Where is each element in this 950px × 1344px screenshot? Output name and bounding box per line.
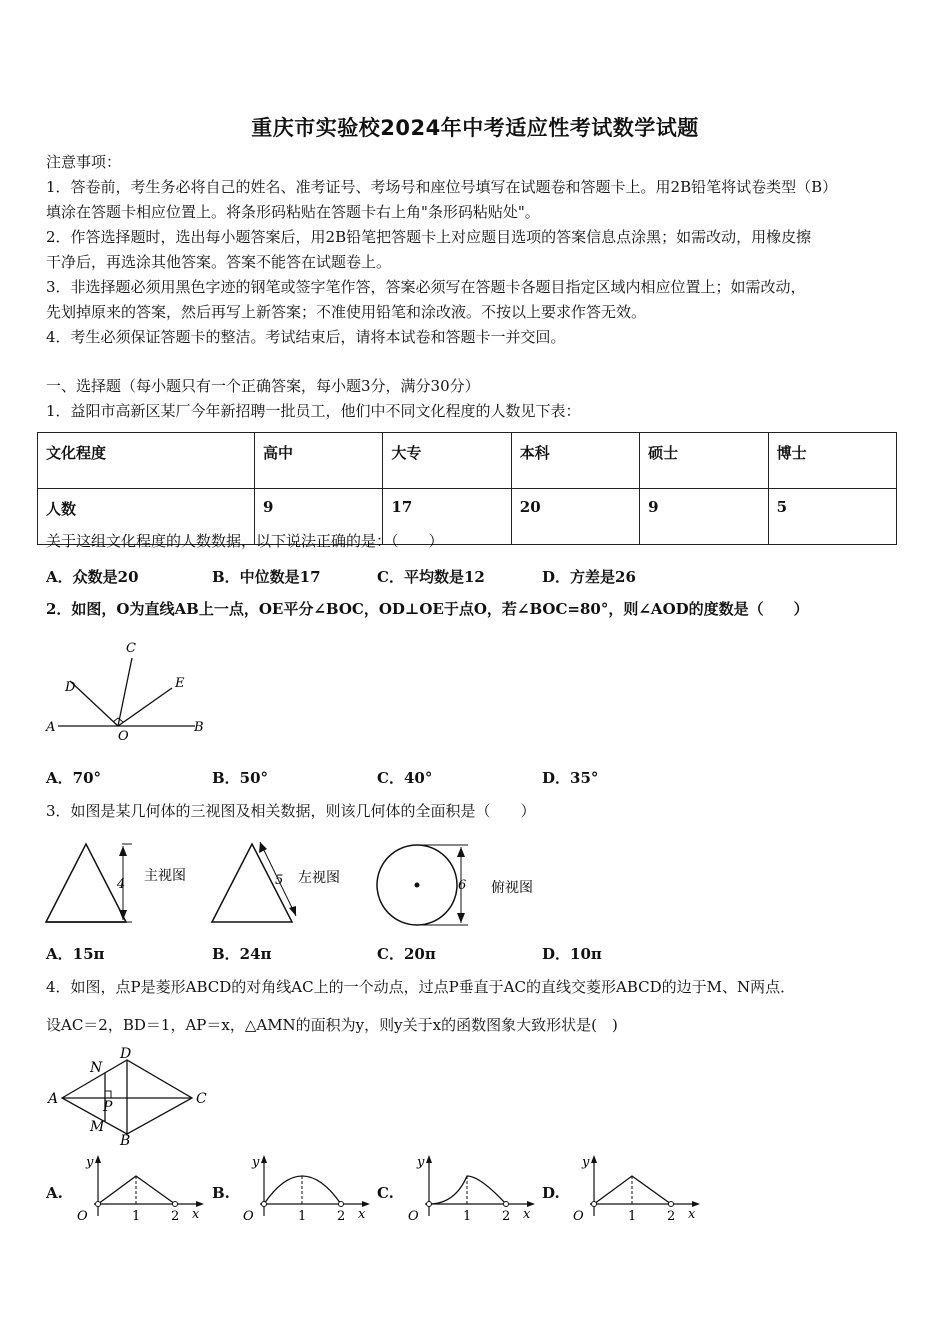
q1-option-c: C．平均数是12 <box>377 568 485 586</box>
q4-graph-a <box>74 1152 209 1224</box>
left-value: 5 <box>275 873 284 888</box>
label-c: C <box>126 641 136 656</box>
q2-option-c: C．40° <box>377 769 433 787</box>
notice-line: 填涂在答题卡相应位置上。将条形码粘贴在答题卡右上角"条形码粘贴处"。 <box>46 203 540 221</box>
label-n: N <box>90 1060 103 1076</box>
axis-origin: O <box>408 1209 419 1224</box>
q2-option-b: B．50° <box>212 769 269 787</box>
notice-line: 先划掉原来的答案，然后再写上新答案；不准使用铅笔和涂改液。不按以上要求作答无效。 <box>46 303 647 321</box>
tick-2: 2 <box>502 1209 511 1224</box>
label-o: O <box>118 729 129 744</box>
table-cell: 硕士 <box>640 433 768 489</box>
q1-option-a: A．众数是20 <box>46 568 139 586</box>
axis-x: x <box>358 1207 366 1222</box>
label-b: B <box>194 720 204 735</box>
table-cell: 文化程度 <box>38 433 255 489</box>
axis-origin: O <box>243 1209 254 1224</box>
tick-2: 2 <box>337 1209 346 1224</box>
notice-line: 4．考生必须保证答题卡的整洁。考试结束后，请将本试卷和答题卡一并交回。 <box>46 328 566 346</box>
tick-2: 2 <box>667 1209 676 1224</box>
label-m: M <box>90 1119 105 1135</box>
table-cell: 9 <box>640 489 768 545</box>
table-cell: 本科 <box>511 433 639 489</box>
tick-2: 2 <box>171 1209 180 1224</box>
notice-line: 1．答卷前，考生务必将自己的姓名、准考证号、考场号和座位号填写在试题卷和答题卡上。用2B铅笔将试卷类型（B） <box>46 178 838 196</box>
table-cell: 博士 <box>768 433 896 489</box>
top-view-label: 俯视图 <box>491 880 533 896</box>
tick-1: 1 <box>628 1209 637 1224</box>
table-row <box>38 433 897 489</box>
front-value: 4 <box>117 877 126 892</box>
table-cell: 人数 <box>38 489 255 545</box>
q2-option-d: D．35° <box>542 769 599 787</box>
label-b: B <box>120 1133 131 1146</box>
section-heading: 一、选择题（每小题只有一个正确答案，每小题3分，满分30分） <box>46 377 480 395</box>
tick-1: 1 <box>298 1209 307 1224</box>
notice-line: 2．作答选择题时，选出每小题答案后，用2B铅笔把答题卡上对应题目选项的答案信息点涂黑；如需改动，用橡皮擦 <box>46 228 812 246</box>
tick-1: 1 <box>132 1209 141 1224</box>
notice-line: 3．非选择题必须用黑色字迹的钢笔或签字笔作答，答案必须写在答题卡各题目指定区域内相应位置上；如需改动， <box>46 278 806 296</box>
q3-stem: 3．如图是某几何体的三视图及相关数据，则该几何体的全面积是（ ） <box>46 802 536 820</box>
q4-graph-d <box>570 1152 705 1224</box>
label-p: P <box>103 1099 113 1115</box>
q1-stem: 1．益阳市高新区某厂今年新招聘一批员工，他们中不同文化程度的人数见下表： <box>46 402 581 420</box>
label-e: E <box>175 676 185 691</box>
q3-option-b: B．24π <box>212 945 272 963</box>
q4-option-c: C. <box>377 1184 394 1202</box>
q2-stem: 2．如图，O为直线AB上一点，OE平分∠BOC，OD⊥OE于点O，若∠BOC=80°，则∠AOD的度数是（ ） <box>46 600 809 618</box>
q3-option-a: A．15π <box>46 945 105 963</box>
q4-stem-line2: 设AC＝2，BD＝1，AP＝x，△AMN的面积为y，则y关于x的函数图象大致形状是( ) <box>46 1016 618 1034</box>
table-cell: 9 <box>255 489 383 545</box>
q3-figure <box>40 836 540 931</box>
q1-option-b: B．中位数是17 <box>212 568 321 586</box>
q2-option-a: A．70° <box>46 769 102 787</box>
q1-table <box>37 432 897 545</box>
left-view-label: 左视图 <box>298 870 340 886</box>
axis-y: y <box>417 1155 425 1170</box>
axis-x: x <box>192 1207 200 1222</box>
axis-x: x <box>523 1207 531 1222</box>
front-view-label: 主视图 <box>144 868 186 884</box>
axis-y: y <box>86 1155 94 1170</box>
table-cell: 大专 <box>383 433 511 489</box>
axis-origin: O <box>573 1209 584 1224</box>
page-title: 重庆市实验校2024年中考适应性考试数学试题 <box>251 116 699 140</box>
q2-figure <box>40 636 220 746</box>
q4-option-a: A. <box>46 1184 63 1202</box>
q4-stem-line1: 4．如图，点P是菱形ABCD的对角线AC上的一个动点，过点P垂直于AC的直线交菱形ABCD的边于M、N两点． <box>46 978 796 996</box>
table-cell: 17 <box>383 489 511 545</box>
top-value: 6 <box>458 878 467 893</box>
table-cell: 20 <box>511 489 639 545</box>
q3-option-d: D．10π <box>542 945 602 963</box>
axis-y: y <box>582 1155 590 1170</box>
label-a: A <box>48 1091 59 1107</box>
tick-1: 1 <box>463 1209 472 1224</box>
axis-x: x <box>688 1207 696 1222</box>
q4-option-b: B. <box>212 1184 230 1202</box>
notice-line: 干净后，再选涂其他答案。答案不能答在试题卷上。 <box>46 253 392 271</box>
table-cell: 5 <box>768 489 896 545</box>
label-d: D <box>65 680 76 695</box>
q4-rhombus-figure <box>40 1046 220 1146</box>
notice-heading: 注意事项： <box>46 153 122 171</box>
q4-graph-c <box>405 1152 540 1224</box>
label-d: D <box>120 1046 132 1062</box>
q1-option-d: D．方差是26 <box>542 568 636 586</box>
q3-option-c: C．20π <box>377 945 436 963</box>
q4-option-d: D. <box>542 1184 560 1202</box>
label-a: A <box>46 720 56 735</box>
q4-graph-b <box>240 1152 375 1224</box>
axis-origin: O <box>77 1209 88 1224</box>
q1-question: 关于这组文化程度的人数数据，以下说法正确的是：（ ） <box>46 532 444 550</box>
table-cell: 高中 <box>255 433 383 489</box>
axis-y: y <box>252 1155 260 1170</box>
label-c: C <box>196 1091 207 1107</box>
